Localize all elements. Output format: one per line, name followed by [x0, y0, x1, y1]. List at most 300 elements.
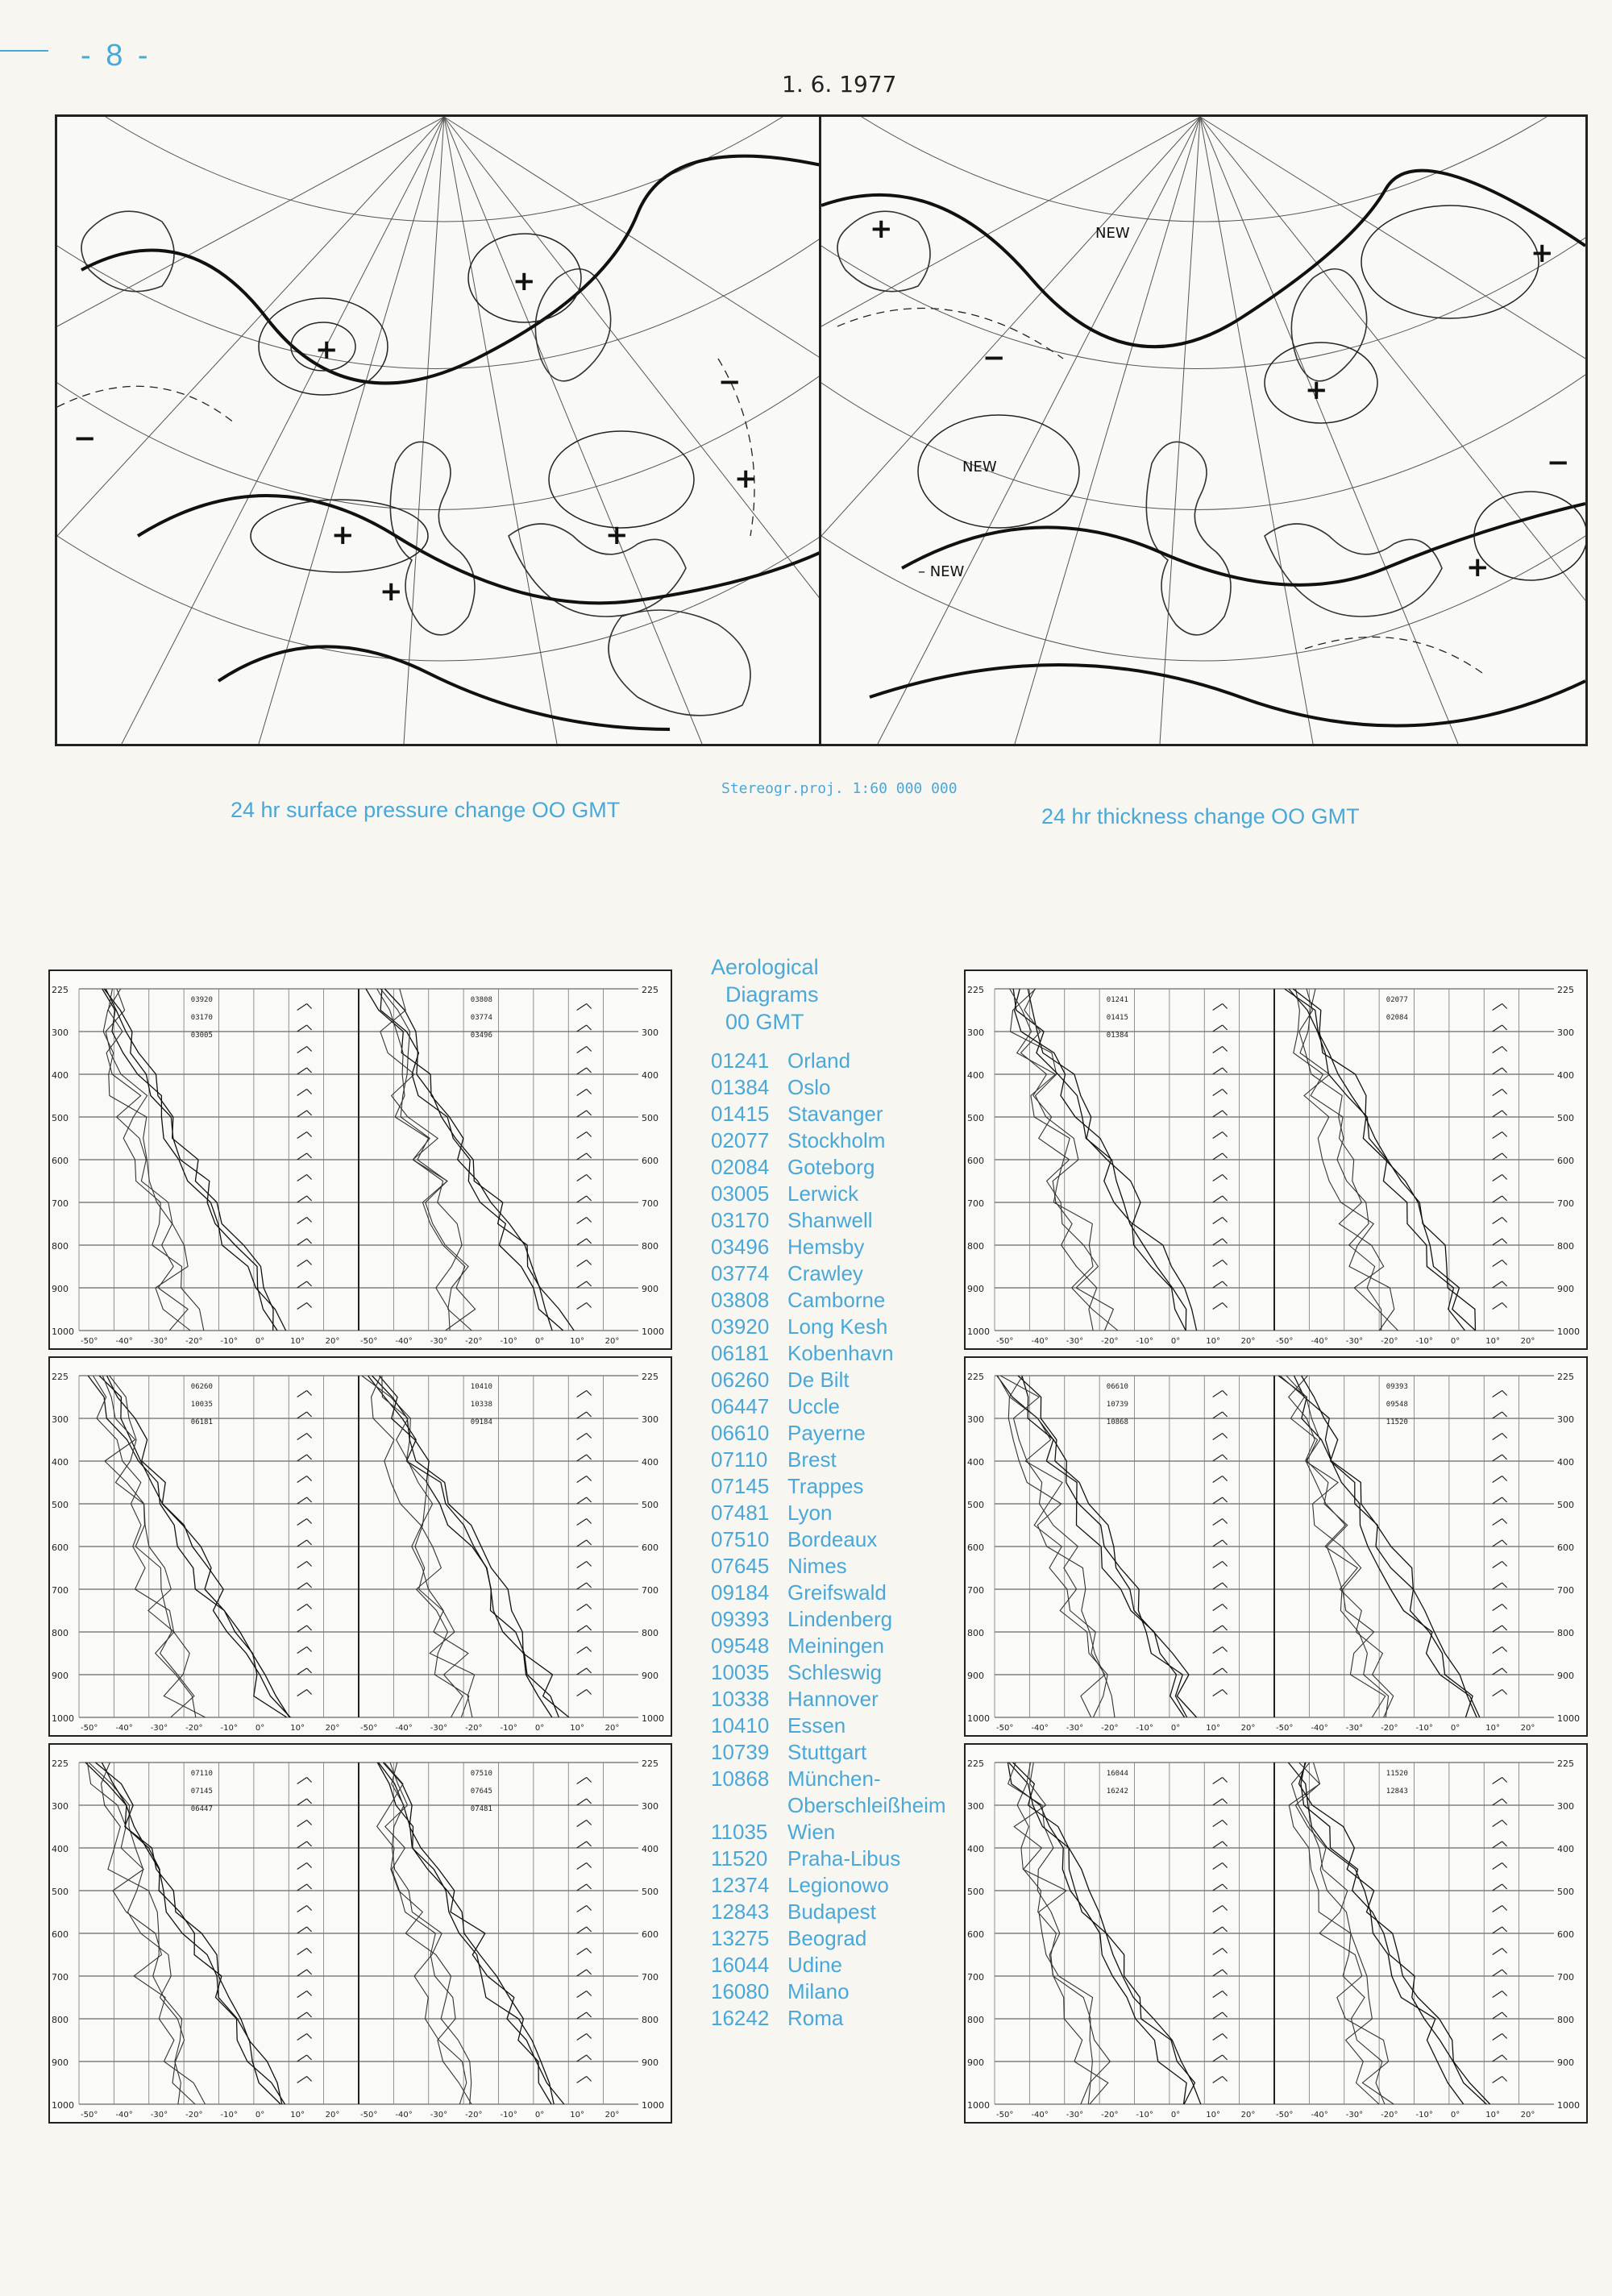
- station-item: [711, 1659, 946, 1686]
- station-code: 16044: [711, 1953, 770, 1977]
- pressure-level-label: 600: [967, 1929, 984, 1940]
- station-item: [711, 1393, 946, 1420]
- pressure-level-label: 700: [1557, 1585, 1574, 1596]
- station-item: [711, 1473, 946, 1500]
- temperature-tick-label: -10°: [1415, 1337, 1433, 1346]
- temperature-tick-label: -10°: [500, 2111, 517, 2120]
- station-code: 12843: [711, 1899, 770, 1924]
- pressure-level-label: 1000: [1557, 1713, 1580, 1724]
- diagram-station-code: 10739: [1106, 1401, 1128, 1409]
- station-item: [711, 1260, 946, 1287]
- temperature-tick-label: -40°: [395, 1724, 413, 1733]
- station-name: Beograd: [787, 1926, 867, 1950]
- temperature-tick-label: 20°: [325, 1724, 340, 1733]
- pressure-level-label: 900: [1557, 1671, 1574, 1681]
- pressure-level-label: 800: [967, 1241, 984, 1252]
- station-code: 09184: [711, 1580, 770, 1605]
- pressure-level-label: 300: [52, 1414, 69, 1425]
- aerological-diagram: [48, 1356, 672, 1737]
- pressure-level-label: 900: [642, 1284, 659, 1294]
- pressure-level-label: 500: [967, 1113, 984, 1123]
- diagram-station-code: 03774: [470, 1014, 492, 1022]
- diagram-station-code: 10410: [470, 1383, 492, 1391]
- station-code: 03005: [711, 1181, 770, 1206]
- pressure-level-label: 225: [642, 1372, 659, 1382]
- station-name: Nimes: [787, 1554, 847, 1578]
- temperature-tick-label: -40°: [1031, 2111, 1049, 2120]
- svg-text:+: +: [1305, 374, 1328, 406]
- pressure-level-label: 300: [967, 1028, 984, 1038]
- station-item: [711, 1340, 946, 1367]
- diagram-station-code: 16044: [1106, 1770, 1128, 1778]
- pressure-level-label: 400: [52, 1457, 69, 1468]
- station-item: [711, 1952, 946, 1978]
- temperature-tick-label: 10°: [1206, 1337, 1220, 1346]
- page-date: 1. 6. 1977: [782, 71, 897, 98]
- temperature-tick-label: 20°: [604, 1724, 620, 1733]
- station-name: Lindenberg: [787, 1607, 893, 1631]
- temperature-tick-label: 0°: [1170, 1337, 1181, 1346]
- temperature-tick-label: -20°: [185, 2111, 203, 2120]
- diagram-station-code: 01415: [1106, 1014, 1128, 1022]
- station-item: [711, 1287, 946, 1314]
- temperature-tick-label: 10°: [290, 1724, 305, 1733]
- diagram-station-code: 03808: [470, 996, 492, 1004]
- pressure-level-label: 800: [1557, 1628, 1574, 1638]
- temperature-tick-label: -20°: [465, 2111, 483, 2120]
- thickness-map-graphic: [821, 117, 1585, 744]
- temperature-tick-label: -20°: [1101, 1337, 1119, 1346]
- diagram-station-code: 03005: [190, 1032, 213, 1040]
- temperature-tick-label: -50°: [1276, 2111, 1294, 2120]
- station-name: Milano: [787, 1979, 850, 2003]
- station-name: Kobenhavn: [787, 1341, 894, 1365]
- pressure-level-label: 700: [1557, 1198, 1574, 1209]
- pressure-level-label: 400: [1557, 1844, 1574, 1854]
- station-code: 06447: [711, 1394, 770, 1418]
- diagram-station-code: 02084: [1386, 1014, 1408, 1022]
- station-name: Orland: [787, 1048, 851, 1073]
- pressure-level-label: 400: [967, 1457, 984, 1468]
- diagram-station-code: 12843: [1386, 1787, 1408, 1796]
- svg-text:NEW: NEW: [1095, 225, 1130, 242]
- station-name: Camborne: [787, 1288, 886, 1312]
- station-code: 01241: [711, 1048, 770, 1073]
- station-item: [711, 1899, 946, 1925]
- station-name: Greifswald: [787, 1580, 887, 1605]
- station-code: 10035: [711, 1660, 770, 1684]
- pressure-level-label: 800: [52, 1241, 69, 1252]
- station-item: [711, 1207, 946, 1234]
- svg-text:+: +: [315, 334, 339, 366]
- temperature-tick-label: -30°: [150, 2111, 168, 2120]
- pressure-level-label: 225: [967, 1372, 984, 1382]
- diagram-station-code: 07110: [190, 1770, 213, 1778]
- temperature-tick-label: -40°: [115, 2111, 133, 2120]
- pressure-level-label: 600: [642, 1929, 659, 1940]
- temperature-tick-label: 10°: [570, 1724, 584, 1733]
- temperature-tick-label: 20°: [604, 2111, 620, 2120]
- station-code: 11035: [711, 1820, 768, 1844]
- station-item: [711, 1447, 946, 1473]
- temperature-tick-label: 10°: [1206, 1724, 1220, 1733]
- aerological-diagram-graphic: [966, 971, 1586, 1348]
- pressure-level-label: 300: [967, 1801, 984, 1812]
- station-code: 01384: [711, 1075, 770, 1099]
- station-name: Uccle: [787, 1394, 841, 1418]
- pressure-level-label: 500: [967, 1887, 984, 1897]
- station-item: [711, 1580, 946, 1606]
- station-code: 10410: [711, 1713, 770, 1738]
- pressure-level-label: 225: [52, 985, 69, 995]
- temperature-tick-label: -50°: [360, 1724, 378, 1733]
- aerological-diagram-graphic: [50, 971, 671, 1348]
- temperature-tick-label: 0°: [1450, 1724, 1460, 1733]
- temperature-tick-label: 20°: [325, 2111, 340, 2120]
- thickness-caption: 24 hr thickness change OO GMT: [1041, 804, 1360, 828]
- diagram-station-code: 07645: [470, 1787, 492, 1796]
- temperature-tick-label: -20°: [1381, 1724, 1398, 1733]
- pressure-level-label: 400: [1557, 1457, 1574, 1468]
- temperature-tick-label: 10°: [1485, 1724, 1500, 1733]
- temperature-tick-label: -40°: [115, 1337, 133, 1346]
- station-name: Lerwick: [787, 1181, 859, 1206]
- temperature-tick-label: 20°: [1520, 2111, 1535, 2120]
- station-code: 02077: [711, 1128, 770, 1152]
- legend-title-line3: 00 GMT: [725, 1010, 804, 1034]
- pressure-level-label: 1000: [1557, 2100, 1580, 2111]
- pressure-level-label: 1000: [52, 2100, 74, 2111]
- temperature-tick-label: -30°: [1345, 2111, 1364, 2120]
- pressure-level-label: 900: [967, 1284, 984, 1294]
- pressure-level-label: 400: [642, 1070, 659, 1081]
- station-item: [711, 1420, 946, 1447]
- station-name: Stavanger: [787, 1102, 883, 1126]
- legend-title-line1: Aerological: [711, 955, 819, 979]
- station-name: Meiningen: [787, 1634, 884, 1658]
- pressure-level-label: 1000: [642, 1327, 664, 1337]
- station-name: Wien: [787, 1820, 836, 1844]
- diagram-station-code: 10035: [190, 1401, 213, 1409]
- temperature-tick-label: -30°: [430, 1337, 448, 1346]
- temperature-tick-label: -10°: [220, 1724, 238, 1733]
- temperature-tick-label: -10°: [500, 1724, 517, 1733]
- pressure-level-label: 900: [642, 1671, 659, 1681]
- station-code: 12374: [711, 1873, 770, 1897]
- temperature-tick-label: -40°: [1311, 1337, 1328, 1346]
- pressure-level-label: 900: [52, 1671, 69, 1681]
- station-item: [711, 1606, 946, 1633]
- temperature-tick-label: 10°: [570, 1337, 584, 1346]
- station-item: [711, 1553, 946, 1580]
- station-item: [711, 1500, 946, 1526]
- surface-pressure-caption: 24 hr surface pressure change OO GMT: [231, 798, 621, 822]
- diagram-station-code: 01384: [1106, 1032, 1128, 1040]
- station-code: 02084: [711, 1155, 770, 1179]
- temperature-tick-label: -10°: [500, 1337, 517, 1346]
- station-code: 09548: [711, 1634, 770, 1658]
- station-item: [711, 1101, 946, 1127]
- pressure-level-label: 800: [642, 2015, 659, 2025]
- pressure-level-label: 400: [1557, 1070, 1574, 1081]
- temperature-tick-label: 10°: [570, 2111, 584, 2120]
- station-item: [711, 1181, 946, 1207]
- temperature-tick-label: -50°: [1276, 1337, 1294, 1346]
- aerological-diagram: [964, 1743, 1588, 2124]
- temperature-tick-label: 0°: [255, 1337, 265, 1346]
- station-name: Essen: [787, 1713, 846, 1738]
- pressure-level-label: 900: [967, 1671, 984, 1681]
- pressure-level-label: 225: [642, 1758, 659, 1769]
- temperature-tick-label: 0°: [255, 2111, 265, 2120]
- temperature-tick-label: -30°: [430, 1724, 448, 1733]
- diagram-station-code: 09184: [470, 1418, 492, 1426]
- svg-text:−: −: [1547, 446, 1570, 479]
- station-code: 03808: [711, 1288, 770, 1312]
- station-item: [711, 1846, 946, 1872]
- svg-text:+: +: [870, 213, 893, 245]
- pressure-level-label: 600: [967, 1542, 984, 1553]
- station-name: Hemsby: [787, 1235, 865, 1259]
- station-list: [711, 1048, 946, 2032]
- pressure-level-label: 800: [642, 1241, 659, 1252]
- pressure-level-label: 700: [1557, 1972, 1574, 1983]
- temperature-tick-label: -30°: [1066, 2111, 1084, 2120]
- pressure-level-label: 225: [967, 1758, 984, 1769]
- pressure-level-label: 225: [1557, 1372, 1574, 1382]
- pressure-level-label: 400: [642, 1457, 659, 1468]
- diagram-station-code: 07145: [190, 1787, 213, 1796]
- temperature-tick-label: -50°: [81, 1337, 98, 1346]
- pressure-level-label: 1000: [1557, 1327, 1580, 1337]
- pressure-level-label: 800: [642, 1628, 659, 1638]
- pressure-level-label: 300: [642, 1801, 659, 1812]
- temperature-tick-label: -30°: [150, 1724, 168, 1733]
- pressure-level-label: 700: [967, 1972, 984, 1983]
- pressure-level-label: 800: [1557, 1241, 1574, 1252]
- pressure-level-label: 1000: [52, 1713, 74, 1724]
- station-item: [711, 1074, 946, 1101]
- station-name: Stockholm: [787, 1128, 886, 1152]
- station-code: 10338: [711, 1687, 770, 1711]
- thickness-change-map: [819, 114, 1588, 746]
- temperature-tick-label: -50°: [1276, 1724, 1294, 1733]
- pressure-level-label: 225: [1557, 1758, 1574, 1769]
- temperature-tick-label: -10°: [1136, 1724, 1153, 1733]
- pressure-level-label: 1000: [967, 2100, 990, 2111]
- temperature-tick-label: 0°: [1450, 2111, 1460, 2120]
- temperature-tick-label: 20°: [1520, 1724, 1535, 1733]
- svg-text:−: −: [983, 342, 1006, 374]
- temperature-tick-label: 0°: [1450, 1337, 1460, 1346]
- station-item: [711, 1686, 946, 1713]
- station-item: [711, 1766, 946, 1792]
- station-code: 16242: [711, 2006, 770, 2030]
- temperature-tick-label: 10°: [290, 1337, 305, 1346]
- temperature-tick-label: 0°: [255, 1724, 265, 1733]
- temperature-tick-label: -40°: [115, 1724, 133, 1733]
- temperature-tick-label: -50°: [996, 1724, 1014, 1733]
- station-name: München-: [787, 1767, 881, 1791]
- diagram-station-code: 06447: [190, 1805, 213, 1813]
- temperature-tick-label: -10°: [1415, 1724, 1433, 1733]
- diagram-station-code: 11520: [1386, 1418, 1408, 1426]
- page-number: - 8 -: [81, 39, 152, 73]
- station-item: [711, 1633, 946, 1659]
- temperature-tick-label: -50°: [81, 1724, 98, 1733]
- station-code: 03774: [711, 1261, 770, 1285]
- station-name: Goteborg: [787, 1155, 875, 1179]
- surface-pressure-change-map: [55, 114, 824, 746]
- pressure-level-label: 900: [1557, 1284, 1574, 1294]
- diagram-station-code: 06260: [190, 1383, 213, 1391]
- pressure-level-label: 500: [642, 1500, 659, 1510]
- pressure-level-label: 800: [967, 2015, 984, 2025]
- temperature-tick-label: 10°: [1206, 2111, 1220, 2120]
- station-item: [711, 1819, 946, 1846]
- pressure-level-label: 500: [642, 1113, 659, 1123]
- station-item: [711, 1739, 946, 1766]
- temperature-tick-label: 10°: [1485, 1337, 1500, 1346]
- diagram-station-code: 02077: [1386, 996, 1408, 1004]
- pressure-level-label: 500: [967, 1500, 984, 1510]
- pressure-level-label: 600: [1557, 1929, 1574, 1940]
- pressure-level-label: 400: [967, 1070, 984, 1081]
- pressure-level-label: 225: [967, 985, 984, 995]
- station-item: [711, 1127, 946, 1154]
- pressure-level-label: 1000: [52, 1327, 74, 1337]
- pressure-level-label: 225: [642, 985, 659, 995]
- temperature-tick-label: -40°: [1031, 1724, 1049, 1733]
- pressure-level-label: 500: [1557, 1500, 1574, 1510]
- pressure-level-label: 600: [1557, 1156, 1574, 1166]
- temperature-tick-label: -20°: [185, 1337, 203, 1346]
- temperature-tick-label: 10°: [290, 2111, 305, 2120]
- station-name: Oslo: [787, 1075, 831, 1099]
- pressure-level-label: 700: [52, 1198, 69, 1209]
- temperature-tick-label: -50°: [996, 2111, 1014, 2120]
- aerological-diagram: [964, 969, 1588, 1350]
- diagram-station-code: 10338: [470, 1401, 492, 1409]
- diagram-station-code: 09548: [1386, 1401, 1408, 1409]
- temperature-tick-label: -40°: [395, 1337, 413, 1346]
- temperature-tick-label: 20°: [1240, 1337, 1256, 1346]
- pressure-level-label: 700: [967, 1585, 984, 1596]
- pressure-level-label: 300: [642, 1414, 659, 1425]
- station-item-continuation: [711, 1792, 946, 1819]
- station-name: Brest: [787, 1447, 837, 1472]
- temperature-tick-label: 0°: [534, 1724, 545, 1733]
- temperature-tick-label: 20°: [325, 1337, 340, 1346]
- temperature-tick-label: -40°: [395, 2111, 413, 2120]
- svg-text:−: −: [73, 422, 97, 455]
- diagram-station-code: 01241: [1106, 996, 1128, 1004]
- temperature-tick-label: -40°: [1031, 1337, 1049, 1346]
- station-name: Trappes: [787, 1474, 864, 1498]
- station-code: 07110: [711, 1447, 768, 1472]
- station-code: 10739: [711, 1740, 770, 1764]
- temperature-tick-label: 0°: [534, 2111, 545, 2120]
- temperature-tick-label: -50°: [996, 1337, 1014, 1346]
- temperature-tick-label: -40°: [1311, 2111, 1328, 2120]
- station-name: Budapest: [787, 1899, 876, 1924]
- diagram-station-code: 07481: [470, 1805, 492, 1813]
- pressure-level-label: 600: [1557, 1542, 1574, 1553]
- pressure-level-label: 600: [52, 1929, 69, 1940]
- station-name: De Bilt: [787, 1368, 850, 1392]
- station-name: Lyon: [787, 1501, 833, 1525]
- pressure-level-label: 600: [52, 1156, 69, 1166]
- station-code: 11520: [711, 1846, 768, 1870]
- temperature-tick-label: -20°: [1381, 2111, 1398, 2120]
- temperature-tick-label: -40°: [1311, 1724, 1328, 1733]
- temperature-tick-label: -30°: [430, 2111, 448, 2120]
- temperature-tick-label: 20°: [604, 1337, 620, 1346]
- temperature-tick-label: 10°: [1485, 2111, 1500, 2120]
- pressure-level-label: 800: [1557, 2015, 1574, 2025]
- temperature-tick-label: -50°: [360, 2111, 378, 2120]
- temperature-tick-label: 0°: [1170, 2111, 1181, 2120]
- temperature-tick-label: -20°: [185, 1724, 203, 1733]
- pressure-level-label: 400: [967, 1844, 984, 1854]
- pressure-level-label: 225: [52, 1372, 69, 1382]
- station-item: [711, 1234, 946, 1260]
- pressure-level-label: 900: [52, 2057, 69, 2068]
- diagram-station-code: 10868: [1106, 1418, 1128, 1426]
- station-code: 09393: [711, 1607, 770, 1631]
- station-code: 07645: [711, 1554, 770, 1578]
- pressure-level-label: 400: [52, 1844, 69, 1854]
- station-item: [711, 1872, 946, 1899]
- pressure-level-label: 400: [52, 1070, 69, 1081]
- temperature-tick-label: -30°: [1345, 1337, 1364, 1346]
- station-name: Schleswig: [787, 1660, 883, 1684]
- station-name: Shanwell: [787, 1208, 873, 1232]
- pressure-level-label: 300: [1557, 1801, 1574, 1812]
- svg-text:+: +: [331, 519, 355, 551]
- pressure-level-label: 600: [967, 1156, 984, 1166]
- pressure-level-label: 500: [52, 1887, 69, 1897]
- station-code: 16080: [711, 1979, 770, 2003]
- station-code: 03170: [711, 1208, 770, 1232]
- svg-text:+: +: [1531, 237, 1554, 269]
- diagram-station-code: 09393: [1386, 1383, 1408, 1391]
- station-code: 03920: [711, 1314, 770, 1339]
- diagram-station-code: 03920: [190, 996, 213, 1004]
- pressure-level-label: 900: [1557, 2057, 1574, 2068]
- aerological-diagram-graphic: [966, 1745, 1586, 2122]
- diagram-station-code: 11520: [1386, 1770, 1408, 1778]
- station-name: Long Kesh: [787, 1314, 888, 1339]
- pressure-level-label: 400: [642, 1844, 659, 1854]
- pressure-level-label: 1000: [642, 1713, 664, 1724]
- temperature-tick-label: -30°: [1066, 1337, 1084, 1346]
- station-name: Stuttgart: [787, 1740, 867, 1764]
- pressure-level-label: 900: [642, 2057, 659, 2068]
- station-name: Praha-Libus: [787, 1846, 901, 1870]
- pressure-level-label: 900: [967, 2057, 984, 2068]
- diagram-station-code: 07510: [470, 1770, 492, 1778]
- pressure-level-label: 300: [1557, 1028, 1574, 1038]
- temperature-tick-label: -20°: [1101, 2111, 1119, 2120]
- pressure-level-label: 700: [642, 1198, 659, 1209]
- station-name: Hannover: [787, 1687, 879, 1711]
- station-code: 07145: [711, 1474, 770, 1498]
- pressure-level-label: 700: [52, 1972, 69, 1983]
- pressure-level-label: 900: [52, 1284, 69, 1294]
- diagram-station-code: 03170: [190, 1014, 213, 1022]
- pressure-level-label: 1000: [642, 2100, 664, 2111]
